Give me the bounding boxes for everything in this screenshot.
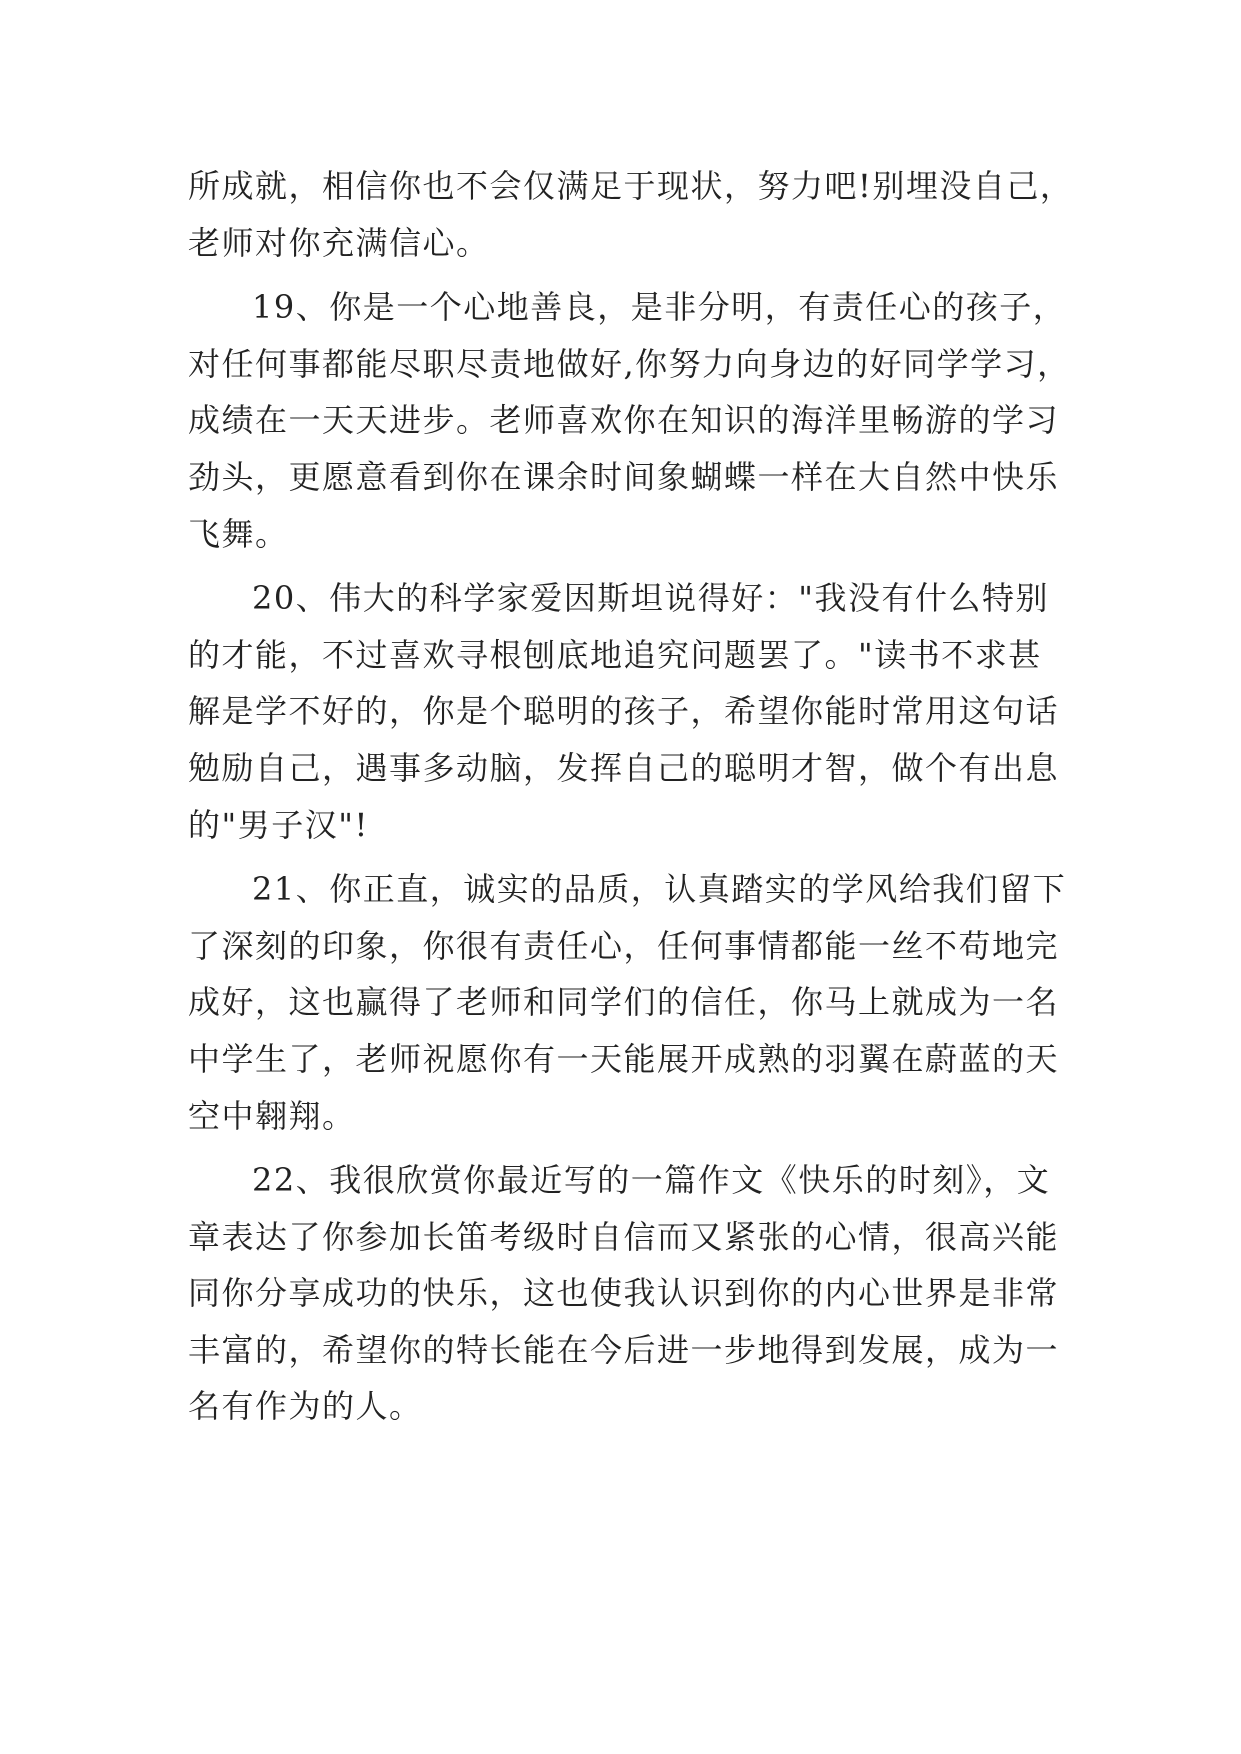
text-line: 勉励自己，遇事多动脑，发挥自己的聪明才智，做个有出息: [188, 748, 1060, 787]
text-line: 空中翱翔。: [188, 1096, 356, 1135]
text-line: 劲头，更愿意看到你在课余时间象蝴蝶一样在大自然中快乐: [188, 457, 1060, 496]
text-line: 了深刻的印象，你很有责任心，任何事情都能一丝不苟地完: [188, 926, 1060, 965]
text-line: 丰富的，希望你的特长能在今后进一步地得到发展，成为一: [188, 1330, 1060, 1369]
text-line: 的才能，不过喜欢寻根刨底地追究问题罢了。"读书不求甚: [188, 635, 1042, 674]
paragraph-22: [188, 1152, 1068, 1435]
text-line: 同你分享成功的快乐，这也使我认识到你的内心世界是非常: [188, 1274, 1060, 1313]
text-line: 的"男子汉"!: [188, 805, 369, 844]
text-line: 21、你正直，诚实的品质，认真踏实的学风给我们留下: [252, 870, 1067, 909]
paragraph-20: [188, 570, 1068, 853]
text-line: 成绩在一天天进步。老师喜欢你在知识的海洋里畅游的学习: [188, 401, 1060, 440]
text-line: 成好，这也赢得了老师和同学们的信任，你马上就成为一名: [188, 983, 1060, 1022]
text-line: 飞舞。: [188, 514, 289, 553]
continuation-paragraph: [188, 158, 1074, 271]
text-line: 解是学不好的，你是个聪明的孩子，希望你能时常用这句话: [188, 692, 1060, 731]
text-line: 19、你是一个心地善良，是非分明，有责任心的孩子，: [252, 288, 1067, 327]
text-line: 20、伟大的科学家爱因斯坦说得好："我没有什么特别: [252, 579, 1049, 618]
paragraph-19: [188, 279, 1071, 562]
text-line: 所成就，相信你也不会仅满足于现状，努力吧!别埋没自己，: [188, 167, 1074, 205]
document-body: [188, 158, 1074, 1435]
text-line: 名有作为的人。: [188, 1387, 423, 1426]
text-line: 对任何事都能尽职尽责地做好,你努力向身边的好同学学习，: [188, 344, 1071, 383]
text-line: 章表达了你参加长笛考级时自信而又紧张的心情，很高兴能: [188, 1217, 1060, 1256]
paragraph-21: [188, 861, 1068, 1144]
text-line: 老师对你充满信心。: [188, 223, 490, 262]
text-line: 22、我很欣赏你最近写的一篇作文《快乐的时刻》，文: [252, 1161, 1051, 1200]
text-line: 中学生了，老师祝愿你有一天能展开成熟的羽翼在蔚蓝的天: [188, 1039, 1060, 1078]
